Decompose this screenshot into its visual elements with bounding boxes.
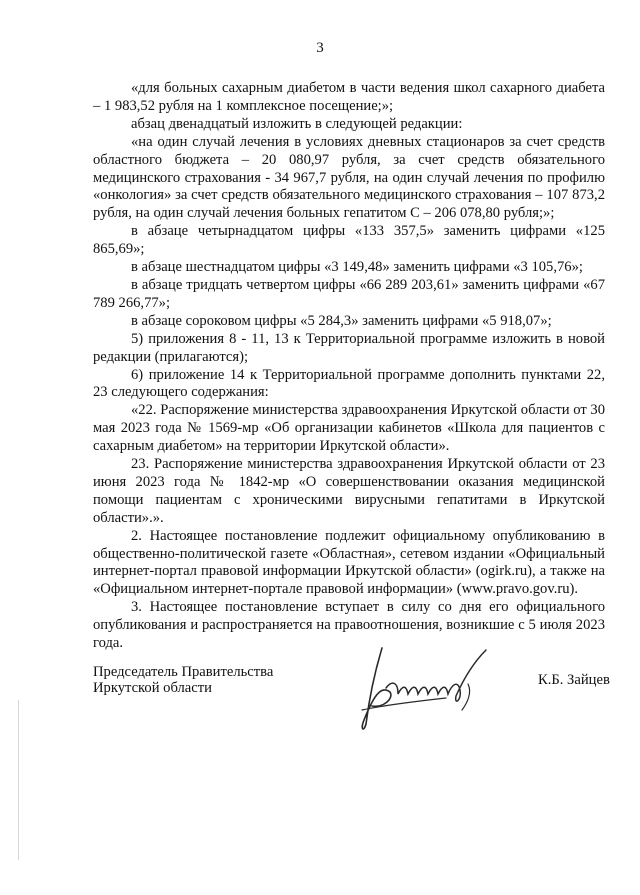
- signatory-title: [93, 664, 273, 696]
- paragraph: 2. Настоящее постановление подлежит официальному опубликованию в общественно-политической газете «Областная», сетевом издании «Официальный интернет-портал правовой информации Иркутской области» (ogirk.ru), а также на «Официальном интернет-портале правовой информации» (www.pravo.gov.ru).: [93, 527, 605, 598]
- signatory-title-line: Председатель Правительства: [93, 664, 274, 680]
- paragraph: 6) приложение 14 к Территориальной программе дополнить пунктами 22, 23 следующего содержания:: [93, 366, 605, 401]
- paragraph: в абзаце сороковом цифры «5 284,3» заменить цифрами «5 918,07»;: [131, 312, 552, 329]
- document-body: [93, 80, 605, 653]
- paragraph: «на один случай лечения в условиях дневных стационаров за счет средств областного бюджета – 20 080,97 рубля, за счет средств обязательного медицинского страхования - 34 967,7 рубля, на один случай лечения по профилю «онкология» за счет средств обязательного медицинского страхования – 107 873,2 рубля, на один случай лечения больных гепатитом С – 206 078,80 рубля;»;: [93, 133, 605, 222]
- paragraph: «для больных сахарным диабетом в части ведения школ сахарного диабета – 1 983,52 рубля на 1 комплексное посещение;»;: [93, 80, 605, 114]
- paragraph: в абзаце четырнадцатом цифры «133 357,5» заменить цифрами «125 865,69»;: [93, 223, 605, 258]
- handwritten-signature: [350, 640, 510, 735]
- signatory-name: К.Б. Зайцев: [538, 672, 610, 688]
- paragraph: абзац двенадцатый изложить в следующей редакции:: [131, 115, 463, 132]
- paragraph: 3. Настоящее постановление вступает в силу со дня его официального опубликования и распространяется на правоотношения, возникшие с 5 июля 2023 года.: [93, 599, 605, 652]
- page-number: 3: [316, 40, 324, 56]
- scan-edge-mark: [18, 700, 19, 860]
- paragraph: в абзаце шестнадцатом цифры «3 149,48» заменить цифрами «3 105,76»;: [131, 259, 583, 276]
- signatory-title-line: Иркутской области: [93, 680, 212, 696]
- paragraph: 23. Распоряжение министерства здравоохранения Иркутской области от 23 июня 2023 года № 1842-мр «О совершенствовании оказания медицинской помощи пациентам с хроническими вирусными гепатитами в Иркутской области».».: [93, 456, 605, 526]
- paragraph: в абзаце тридцать четвертом цифры «66 289 203,61» заменить цифрами «67 789 266,77»;: [93, 276, 605, 311]
- paragraph: 5) приложения 8 - 11, 13 к Территориальной программе изложить в новой редакции (прилагаются);: [93, 330, 605, 365]
- paragraph: «22. Распоряжение министерства здравоохранения Иркутской области от 30 мая 2023 года № 1569-мр «Об организации кабинетов «Школа для пациентов с сахарным диабетом» на территории Иркутской области».: [93, 402, 605, 455]
